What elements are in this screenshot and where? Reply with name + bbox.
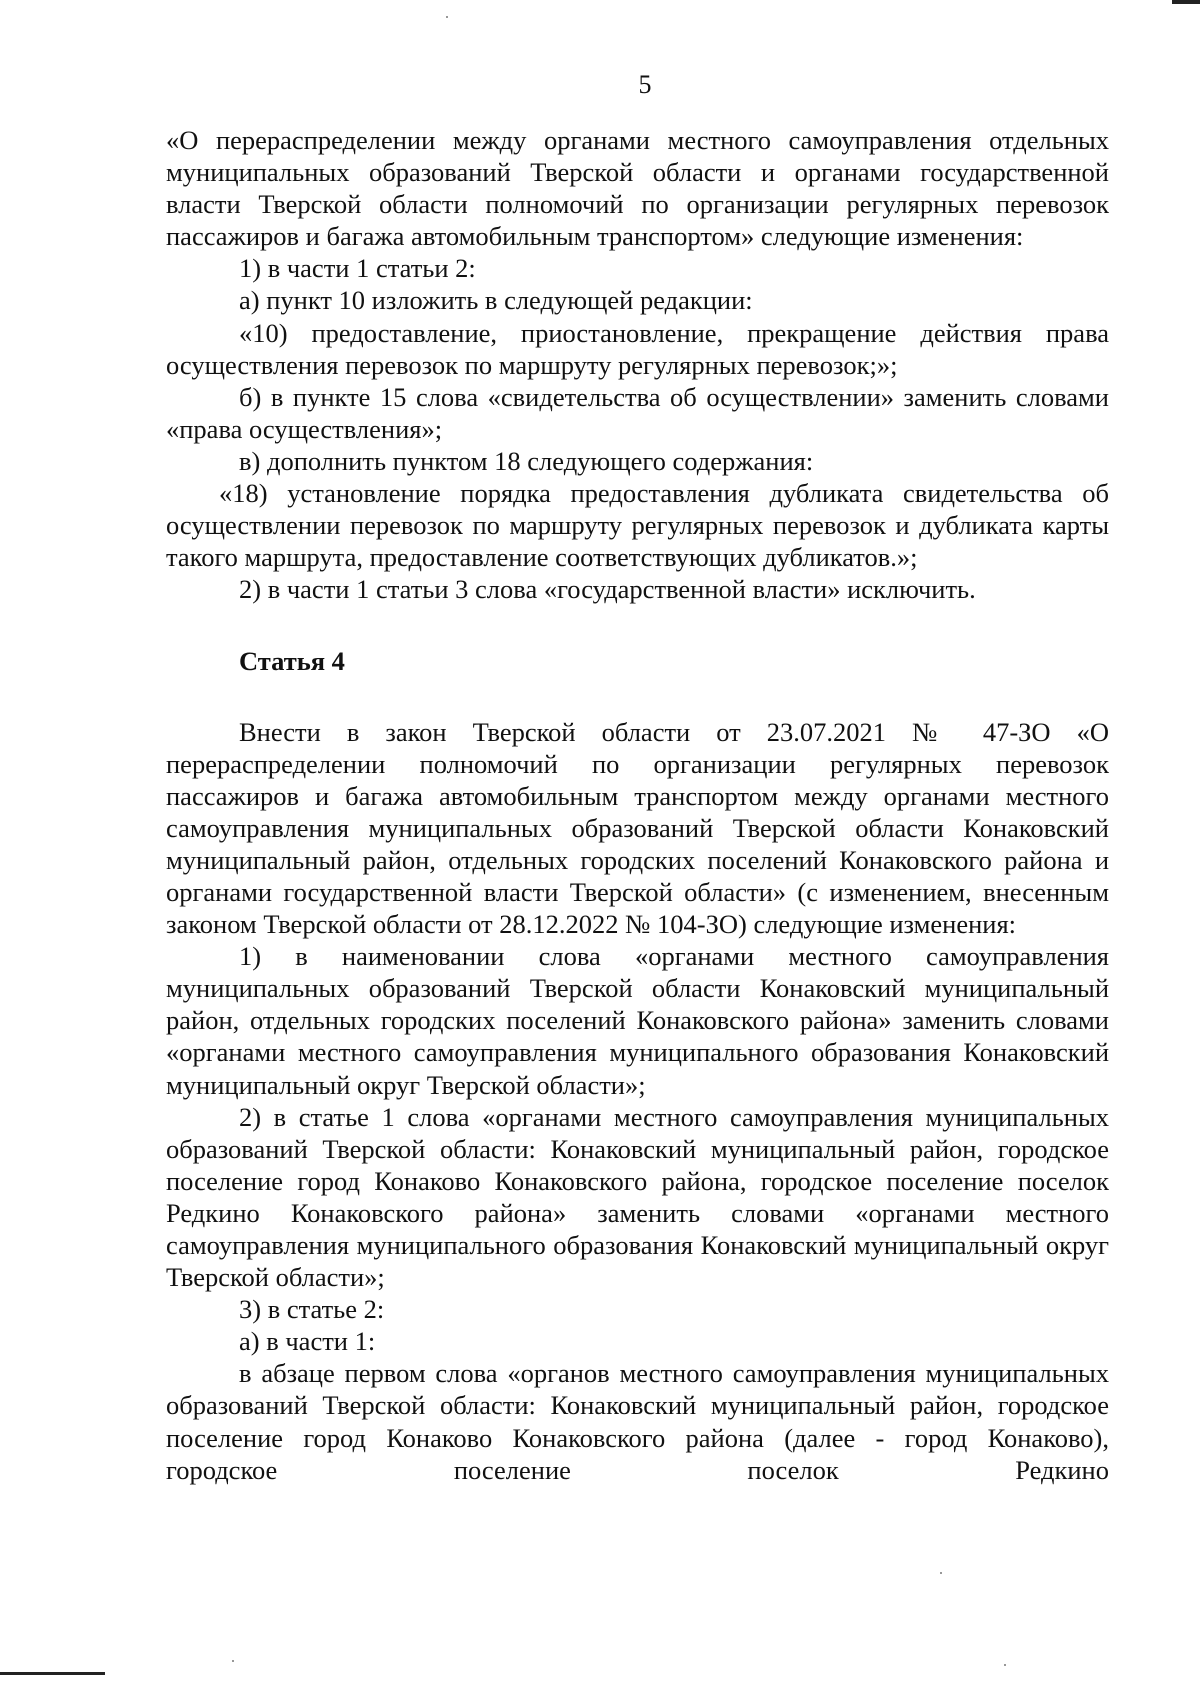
paragraph: «10) предоставление, приостановление, прекращение действия права осуществления перевозок по маршруту регулярных перевозок;»; (166, 317, 1109, 380)
page-number: 5 (638, 70, 652, 99)
paragraph: б) в пункте 15 слова «свидетельства об осуществлении» заменить словами «права осуществления»; (166, 381, 1109, 444)
scan-edge-mark (1172, 0, 1200, 4)
paragraph: «18) установление порядка предоставления дубликата свидетельства об осуществлении перевозок по маршруту регулярных перевозок и дубликата карты такого маршрута, предоставление соответствующих дубликатов.»; (166, 478, 1109, 573)
document-body (166, 124, 1109, 1486)
paragraph: 1) в части 1 статьи 2: (239, 253, 476, 284)
paragraph: 2) в части 1 статьи 3 слова «государственной власти» исключить. (239, 574, 976, 605)
paragraph: «О перераспределении между органами местного самоуправления отдельных муниципальных образований Тверской области и органами государственной власти Тверской области полномочий по организации регулярных перевозок пассажиров и багажа автомобильным транспортом» следующие изменения: (166, 125, 1109, 252)
scan-edge-mark (0, 1672, 105, 1675)
paragraph: Внести в закон Тверской области от 23.07.2021 № 47-ЗО «О перераспределении полномочий по организации регулярных перевозок пассажиров и багажа автомобильным транспортом между органами местного самоуправления муниципальных образований Тверской области Конаковский муниципальный район, отдельных городских поселений Конаковского района и органами государственной власти Тверской области» (с изменением, внесенным законом Тверской области от 28.12.2022 № 104-ЗО) следующие изменения: (166, 716, 1109, 940)
scan-speck (446, 16, 448, 18)
paragraph: в) дополнить пунктом 18 следующего содержания: (239, 445, 814, 476)
scan-speck (940, 1572, 942, 1574)
paragraph: 2) в статье 1 слова «органами местного самоуправления муниципальных образований Тверской области: Конаковский муниципальный район, городское поселение город Конаково Конаковского района, городское поселение поселок Редкино Конаковского района» заменить словами «органами местного самоуправления муниципального образования Конаковский муниципальный округ Тверской области»; (166, 1101, 1109, 1293)
paragraph: а) в части 1: (239, 1326, 376, 1357)
article-heading: Статья 4 (239, 646, 345, 677)
scan-speck (232, 1660, 234, 1662)
paragraph: 3) в статье 2: (239, 1294, 385, 1325)
paragraph: а) пункт 10 изложить в следующей редакции: (239, 285, 753, 316)
paragraph: в абзаце первом слова «органов местного самоуправления муниципальных образований Тверской области: Конаковский муниципальный район, городское поселение город Конаково Конаковского района (далее - город Конаково), городское поселение поселок Редкино (166, 1358, 1109, 1485)
scan-speck (1004, 1664, 1006, 1666)
paragraph: 1) в наименовании слова «органами местного самоуправления муниципальных образований Тверской области Конаковский муниципальный район, отдельных городских поселений Конаковского района» заменить словами «органами местного самоуправления муниципального образования Конаковский муниципальный округ Тверской области»; (166, 941, 1109, 1100)
